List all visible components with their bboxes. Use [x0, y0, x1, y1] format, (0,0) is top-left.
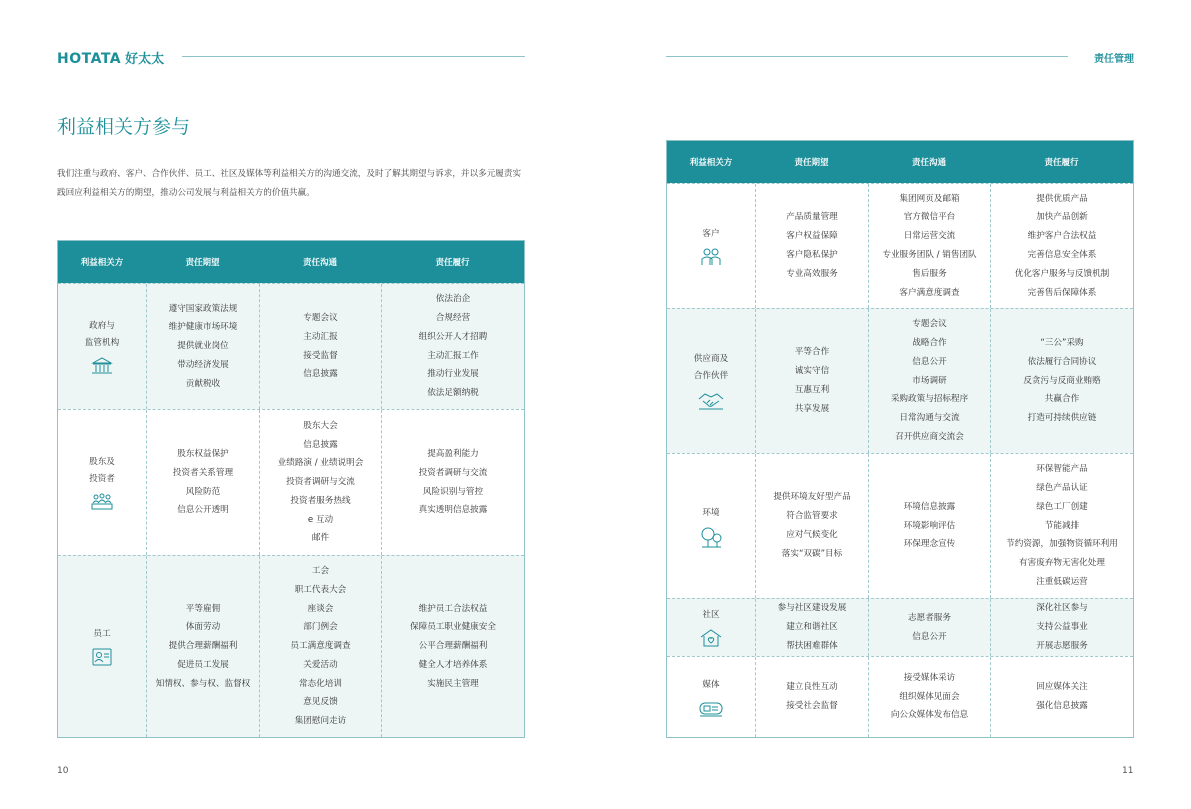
page-number-right: 11 [1122, 766, 1134, 776]
responsibility-performance [990, 657, 1133, 737]
responsibility-performance-line: 打造可持续供应链 [1027, 413, 1097, 424]
responsibility-communication-line: 意见反馈 [303, 697, 338, 708]
responsibility-expectations-line: 遵守国家政策法规 [168, 303, 238, 314]
responsibility-communication-line: 集团慰问走访 [294, 716, 347, 727]
responsibility-expectations-line: 应对气候变化 [786, 530, 838, 540]
responsibility-communication [259, 410, 381, 555]
responsibility-performance-line: 维护客户合法权益 [1027, 231, 1097, 242]
responsibility-performance-line: 有害废弃物无害化处理 [1019, 558, 1105, 569]
responsibility-communication-line: 信息公开 [912, 631, 947, 642]
table-row [667, 598, 1133, 656]
responsibility-performance [990, 309, 1133, 453]
responsibility-communication-line: 官方微信平台 [903, 212, 956, 223]
responsibility-communication-line: 工会 [311, 565, 330, 576]
responsibility-performance-line: 实施民主管理 [427, 678, 479, 689]
responsibility-communication [868, 599, 990, 656]
responsibility-communication-line: 信息披露 [303, 439, 338, 450]
responsibility-communication-line: 环保理念宣传 [903, 539, 956, 550]
media-icon [698, 698, 724, 718]
responsibility-communication-line: 关爱活动 [303, 659, 338, 670]
responsibility-performance-line: 优化客户服务与反馈机制 [1014, 268, 1110, 279]
responsibility-performance-line: 推动行业发展 [427, 369, 479, 380]
responsibility-performance-line: 回应媒体关注 [1036, 682, 1088, 693]
column-header: 责任沟通 [302, 258, 337, 268]
responsibility-performance-line: 依法足额纳税 [427, 388, 479, 399]
responsibility-communication-line: 常态化培训 [299, 678, 342, 689]
stakeholder-name [667, 599, 755, 656]
responsibility-communication [868, 454, 990, 598]
responsibility-performance-line: 开展志愿服务 [1036, 640, 1088, 651]
responsibility-communication-line: 部门例会 [303, 622, 338, 633]
responsibility-expectations-line: 帮扶困难群体 [786, 640, 838, 651]
column-header: 利益相关方 [689, 158, 733, 168]
responsibility-expectations-line: 专业高效服务 [786, 268, 838, 279]
responsibility-communication-line: 投资者调研与交流 [286, 477, 355, 488]
responsibility-performance-line: 共赢合作 [1044, 394, 1080, 405]
responsibility-performance-line: 节约资源，加强物资循环利用 [1006, 539, 1118, 550]
responsibility-expectations-line: 投资者关系管理 [172, 467, 234, 478]
responsibility-communication [259, 556, 381, 737]
responsibility-expectations-line: 参与社区建设发展 [777, 603, 847, 614]
logo [57, 48, 164, 66]
responsibility-communication-line: 战略合作 [912, 338, 947, 348]
column-header: 责任期望 [794, 158, 829, 168]
responsibility-communication-line: 召开供应商交流会 [895, 431, 964, 442]
responsibility-communication-line: 主动汇报 [303, 331, 338, 342]
responsibility-expectations [755, 599, 868, 656]
table-row [667, 183, 1133, 308]
responsibility-communication [868, 309, 990, 453]
responsibility-communication-line: 环境信息披露 [903, 501, 956, 512]
responsibility-performance-line: 保障员工职业健康安全 [410, 622, 496, 633]
responsibility-performance-line: 依法治企 [435, 294, 471, 305]
responsibility-performance-line: 维护员工合法权益 [418, 603, 488, 614]
responsibility-performance-line: 支持公益事业 [1036, 622, 1088, 633]
responsibility-performance-line: 真实透明信息披露 [418, 505, 488, 516]
stakeholder-name-line: 监管机构 [84, 337, 120, 348]
stakeholder-name-line: 媒体 [702, 679, 720, 690]
table-row [667, 656, 1133, 737]
responsibility-expectations-line: 平等合作 [794, 347, 830, 358]
tree-icon [699, 526, 723, 548]
responsibility-communication-line: 客户满意度调查 [899, 287, 960, 298]
stakeholder-name-line: 客户 [702, 228, 720, 239]
stakeholder-name-line: 股东及 [89, 456, 115, 467]
responsibility-performance [381, 284, 524, 409]
responsibility-performance-line: 风险识别与管控 [422, 486, 484, 497]
table-header [667, 141, 1133, 183]
page-number-left: 10 [57, 766, 69, 776]
responsibility-expectations-line: 平等雇佣 [185, 603, 221, 614]
responsibility-expectations-line: 客户隐私保护 [786, 250, 838, 260]
responsibility-expectations-line: 提供就业岗位 [177, 341, 229, 352]
responsibility-expectations-line: 接受社会监督 [786, 701, 838, 711]
stakeholder-table-right [666, 140, 1134, 738]
responsibility-performance-line: 完善售后保障体系 [1027, 287, 1097, 298]
stakeholder-name [667, 184, 755, 308]
responsibility-communication-line: 日常沟通与交流 [899, 413, 960, 424]
stakeholder-name-line: 供应商及 [693, 354, 729, 364]
responsibility-expectations-line: 共享发展 [794, 403, 830, 414]
table-row [667, 453, 1133, 598]
section-label: 责任管理 [1094, 54, 1134, 65]
header-rule-left [182, 56, 525, 57]
responsibility-performance-line: 合规经营 [435, 312, 471, 323]
responsibility-expectations-line: 维护健康市场环境 [168, 322, 238, 333]
responsibility-communication-line: 专业服务团队 / 销售团队 [882, 250, 977, 260]
responsibility-communication-line: 向公众媒体发布信息 [890, 710, 969, 721]
responsibility-communication [868, 184, 990, 308]
table-row [58, 555, 524, 737]
responsibility-expectations-line: 知情权、参与权、监督权 [155, 678, 251, 689]
responsibility-communication-line: 专题会议 [912, 319, 947, 330]
responsibility-performance-line: “三公”采购 [1040, 338, 1084, 348]
responsibility-communication-line: 市场调研 [912, 375, 947, 386]
stakeholder-name-line: 投资者 [89, 473, 115, 484]
responsibility-performance-line: 环保智能产品 [1036, 464, 1088, 475]
meeting-icon [90, 492, 114, 512]
stakeholder-table-left [57, 240, 525, 738]
responsibility-expectations [755, 309, 868, 453]
responsibility-expectations [146, 410, 259, 555]
responsibility-expectations-line: 促进员工发展 [177, 659, 229, 670]
responsibility-expectations-line: 符合监管要求 [786, 511, 838, 522]
column-header: 利益相关方 [80, 258, 124, 268]
responsibility-expectations [146, 556, 259, 737]
stakeholder-name-line: 政府与 [89, 320, 115, 331]
responsibility-performance [990, 599, 1133, 656]
responsibility-communication-line: 信息披露 [303, 369, 338, 380]
intro-paragraph: 我们注重与政府、客户、合作伙伴、员工、社区及媒体等利益相关方的沟通交流，及时了解其期望与诉求，并以多元履责实践回应利益相关方的期望，推动公司发展与利益相关方的价值共赢。 [57, 169, 522, 198]
responsibility-expectations-line: 风险防范 [185, 486, 221, 497]
page-title: 利益相关方参与 [57, 116, 191, 138]
responsibility-communication-line: 座谈会 [307, 603, 334, 614]
responsibility-communication-line: 志愿者服务 [908, 612, 951, 623]
responsibility-expectations [755, 454, 868, 598]
responsibility-communication-line: 投资者服务热线 [290, 495, 351, 506]
responsibility-performance [381, 556, 524, 737]
responsibility-performance-line: 提供优质产品 [1036, 193, 1088, 204]
stakeholder-name-line: 社区 [702, 610, 720, 620]
responsibility-performance-line: 组织公开人才招聘 [418, 331, 488, 342]
responsibility-performance-line: 加快产品创新 [1036, 212, 1088, 223]
responsibility-expectations-line: 互惠互利 [794, 385, 830, 395]
responsibility-expectations [146, 284, 259, 409]
responsibility-communication-line: 采购政策与招标程序 [890, 394, 969, 405]
responsibility-communication-line: 售后服务 [912, 268, 947, 279]
responsibility-communication-line: 员工满意度调查 [290, 641, 351, 652]
responsibility-performance-line: 完善信息安全体系 [1027, 250, 1097, 260]
responsibility-expectations-line: 提供环境友好型产品 [773, 492, 851, 503]
responsibility-performance-line: 绿色产品认证 [1036, 483, 1088, 493]
responsibility-performance-line: 反贪污与反商业贿赂 [1023, 375, 1101, 386]
employee-badge-icon [91, 647, 113, 667]
customers-icon [699, 247, 723, 267]
stakeholder-name-line: 合作伙伴 [693, 371, 729, 381]
community-house-icon [699, 628, 723, 648]
header-rule-right [666, 56, 1068, 57]
responsibility-communication-line: e 互动 [307, 514, 334, 525]
column-header: 责任履行 [1044, 158, 1079, 168]
responsibility-expectations-line: 落实“双碳”目标 [781, 548, 843, 559]
responsibility-expectations-line: 信息公开透明 [177, 505, 229, 516]
responsibility-performance-line: 投资者调研与交流 [418, 467, 488, 478]
responsibility-performance-line: 依法履行合同协议 [1027, 356, 1097, 367]
stakeholder-name [667, 309, 755, 453]
responsibility-performance-line: 公平合理薪酬福利 [418, 641, 488, 652]
logo-chinese-text: 好太太 [125, 52, 165, 67]
stakeholder-name [667, 454, 755, 598]
stakeholder-name-line: 员工 [93, 629, 111, 639]
stakeholder-name [667, 657, 755, 737]
responsibility-performance [990, 184, 1133, 308]
responsibility-performance-line: 节能减排 [1044, 520, 1080, 531]
responsibility-expectations-line: 产品质量管理 [786, 212, 838, 223]
responsibility-expectations-line: 客户权益保障 [786, 231, 838, 242]
responsibility-performance-line: 主动汇报工作 [427, 350, 479, 361]
responsibility-communication-line: 接受媒体采访 [903, 672, 956, 683]
responsibility-performance-line: 深化社区参与 [1036, 603, 1088, 614]
government-building-icon [91, 356, 113, 376]
stakeholder-name-line: 环境 [702, 507, 720, 518]
responsibility-expectations [755, 184, 868, 308]
responsibility-communication-line: 日常运营交流 [903, 231, 956, 242]
responsibility-expectations-line: 诚实守信 [794, 366, 830, 377]
responsibility-performance [381, 410, 524, 555]
responsibility-expectations-line: 带动经济发展 [177, 359, 229, 370]
table-row [667, 308, 1133, 453]
responsibility-performance-line: 健全人才培养体系 [418, 659, 488, 670]
responsibility-expectations [755, 657, 868, 737]
responsibility-performance-line: 强化信息披露 [1036, 701, 1088, 711]
responsibility-communication-line: 股东大会 [303, 420, 338, 431]
responsibility-communication-line: 专题会议 [303, 312, 338, 323]
table-header [58, 241, 524, 283]
responsibility-expectations-line: 贡献税收 [185, 378, 221, 389]
responsibility-expectations-line: 股东权益保护 [177, 448, 229, 459]
responsibility-expectations-line: 建立良性互动 [786, 682, 838, 693]
responsibility-performance-line: 绿色工厂创建 [1036, 501, 1088, 512]
column-header: 责任期望 [185, 258, 220, 268]
logo-text: HOTATA [57, 51, 122, 67]
responsibility-performance-line: 注重低碳运营 [1036, 576, 1088, 587]
responsibility-communication-line: 接受监督 [303, 350, 338, 361]
handshake-icon [697, 389, 725, 411]
responsibility-expectations-line: 体面劳动 [185, 622, 221, 633]
responsibility-communication [868, 657, 990, 737]
responsibility-performance-line: 提高盈利能力 [427, 448, 479, 459]
responsibility-communication-line: 邮件 [311, 533, 330, 544]
table-row [58, 409, 524, 555]
table-row [58, 283, 524, 409]
responsibility-communication-line: 集团网页及邮箱 [899, 193, 960, 204]
responsibility-communication-line: 职工代表大会 [294, 584, 347, 595]
responsibility-expectations-line: 建立和谐社区 [786, 622, 838, 633]
responsibility-communication-line: 信息公开 [912, 356, 947, 367]
responsibility-communication [259, 284, 381, 409]
responsibility-communication-line: 组织媒体见面会 [899, 691, 960, 702]
stakeholder-name [58, 284, 146, 409]
responsibility-expectations-line: 提供合理薪酬福利 [168, 641, 238, 652]
responsibility-communication-line: 业绩路演 / 业绩说明会 [277, 458, 364, 469]
responsibility-performance [990, 454, 1133, 598]
column-header: 责任沟通 [911, 158, 946, 168]
responsibility-communication-line: 环境影响评估 [903, 520, 956, 531]
column-header: 责任履行 [435, 258, 470, 268]
stakeholder-name [58, 410, 146, 555]
stakeholder-name [58, 556, 146, 737]
